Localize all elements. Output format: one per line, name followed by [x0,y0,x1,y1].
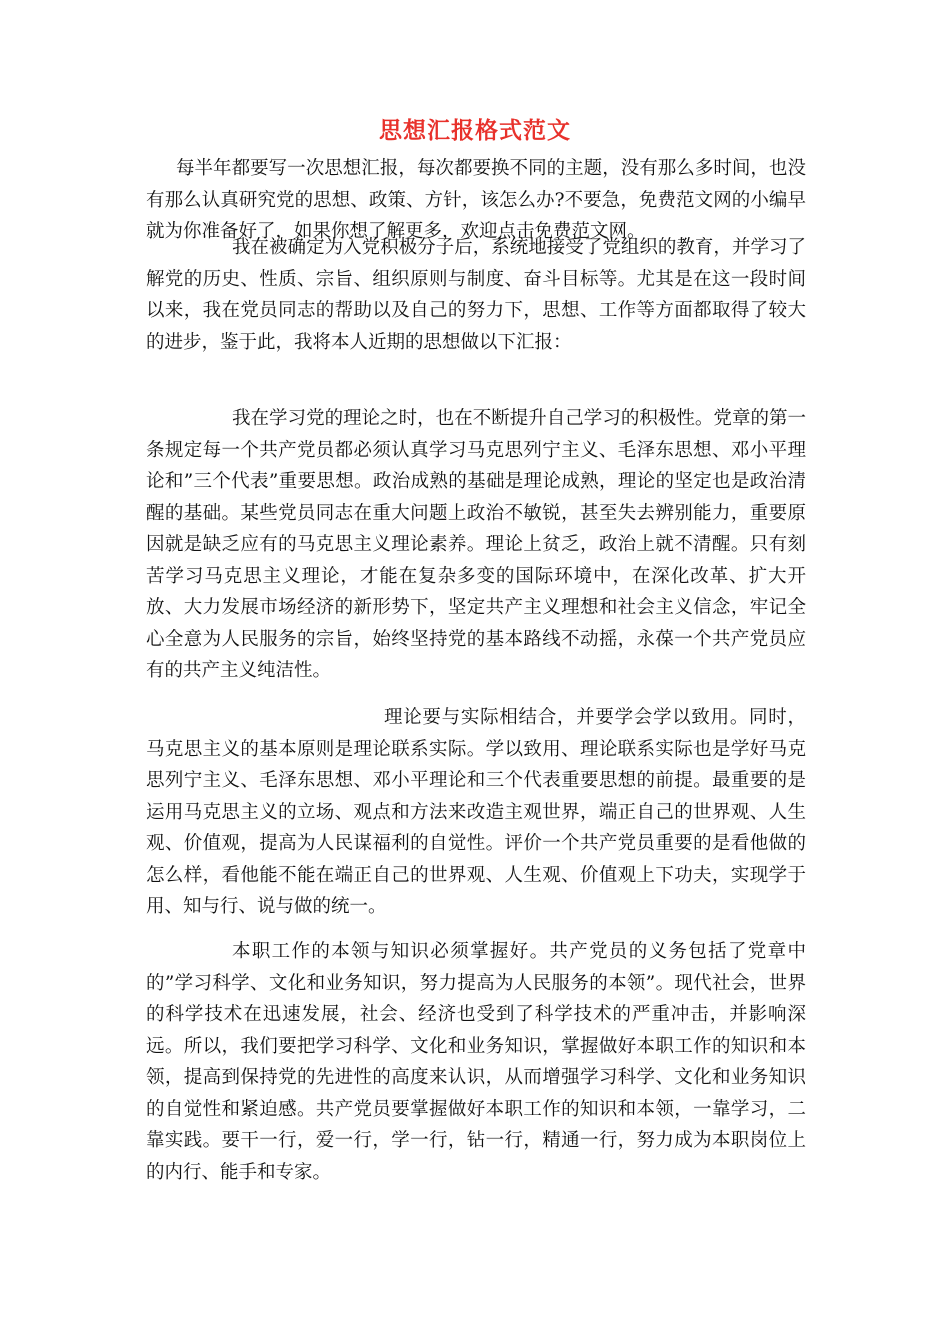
document-title: 思想汇报格式范文 [379,118,571,144]
body-paragraph-4: 本职工作的本领与知识必须掌握好。共产党员的义务包括了党章中的”学习科学、文化和业务知识，努力提高为人民服务的本领”。现代社会，世界的科学技术在迅速发展，社会、经济也受到了科学技术的严重冲击，并影响深远。所以，我们要把学习科学、文化和业务知识，掌握做好本职工作的知识和本领，提高到保持党的先进性的高度来认识，从而增强学习科学、文化和业务知识的自觉性和紧迫感。共产党员要掌握做好本职工作的知识和本领，一靠学习，二靠实践。要干一行，爱一行，学一行，钻一行，精通一行，努力成为本职岗位上的内行、能手和专家。 [146,941,806,1183]
body-paragraph-2: 我在学习党的理论之时，也在不断提升自己学习的积极性。党章的第一条规定每一个共产党员都必须认真学习马克思列宁主义、毛泽东思想、邓小平理论和”三个代表”重要思想。政治成熟的基础是理论成熟，理论的坚定也是政治清醒的基础。某些党员同志在重大问题上政治不敏锐，甚至失去辨别能力，重要原因就是缺乏应有的马克思主义理论素养。理论上贫乏，政治上就不清醒。只有刻苦学习马克思主义理论，才能在复杂多变的国际环境中，在深化改革、扩大开放、大力发展市场经济的新形势下，坚定共产主义理想和社会主义信念，牢记全心全意为人民服务的宗旨，始终坚持党的基本路线不动摇，永葆一个共产党员应有的共产主义纯洁性。 [146,408,806,681]
intro-paragraph: 每半年都要写一次思想汇报，每次都要换不同的主题，没有那么多时间，也没有那么认真研究党的思想、政策、方针，该怎么办?不要急，免费范文网的小编早就为你准备好了，如果你想了解更多，欢迎点击免费范文网。 [146,158,806,242]
body-paragraph-1: 我在被确定为入党积极分子后，系统地接受了党组织的教育，并学习了解党的历史、性质、宗旨、组织原则与制度、奋斗目标等。尤其是在这一段时间以来，我在党员同志的帮助以及自己的努力下，思想、工作等方面都取得了较大的进步，鉴于此，我将本人近期的思想做以下汇报： [146,237,806,353]
body-paragraph-3: 理论要与实际相结合，并要学会学以致用。同时，马克思主义的基本原则是理论联系实际。学以致用、理论联系实际也是学好马克思列宁主义、毛泽东思想、邓小平理论和三个代表重要思想的前提。最重要的是运用马克思主义的立场、观点和方法来改造主观世界，端正自己的世界观、人生观、价值观，提高为人民谋福利的自觉性。评价一个共产党员重要的是看他做的怎么样，看他能不能在端正自己的世界观、人生观、价值观上下功夫，实现学于用、知与行、说与做的统一。 [146,707,806,917]
